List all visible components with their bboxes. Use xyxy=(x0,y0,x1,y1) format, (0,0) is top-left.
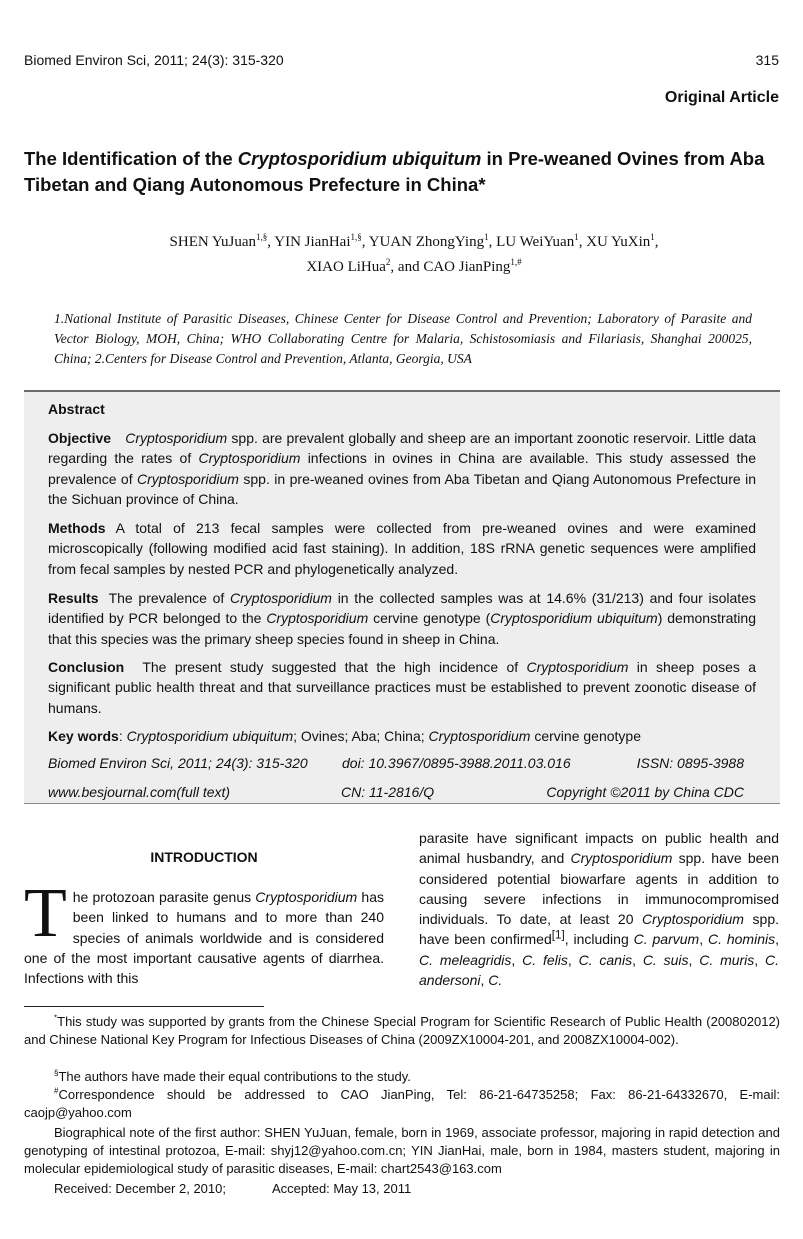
author-line-1 xyxy=(24,230,803,255)
affiliation: 1.National Institute of Parasitic Diseases, Chinese Center for Disease Control and Prevention; Laboratory of Parasite and Vector Biology, MOH, China; WHO Collaborating Centre for Malaria, Schistosomiasis and Filariasis, Shanghai 200025, China; 2.Centers for Disease Control and Prevention, Atlanta, Georgia, USA xyxy=(54,311,752,366)
page-number: 315 xyxy=(755,52,779,68)
issn: ISSN: 0895-3988 xyxy=(636,755,744,771)
conclusion-label: Conclusion xyxy=(48,659,125,675)
author-separator: , xyxy=(654,234,659,250)
footnote-correspondence-text: Correspondence should be addressed to CAO JianPing, Tel: 86-21-64735258; Fax: 86-21-64332670, E-mail: caojp@yahoo.com xyxy=(24,1087,780,1120)
footnote-mark-hash: # xyxy=(54,1086,59,1096)
drop-cap: T xyxy=(24,875,67,952)
author-affiliation-mark: 1 xyxy=(650,232,655,242)
citation-row xyxy=(48,755,756,775)
abstract-heading: Abstract xyxy=(48,401,105,417)
author-separator: , xyxy=(361,234,369,250)
author-name: CAO JianPing xyxy=(423,259,511,275)
received-date: Received: December 2, 2010; xyxy=(54,1181,226,1196)
received-accepted xyxy=(54,1180,554,1198)
author-affiliation-mark: 2 xyxy=(385,257,391,267)
author-name: YUAN ZhongYing xyxy=(368,234,485,250)
article-type: Original Article xyxy=(664,89,779,106)
footnote-biography: Biographical note of the first author: SHEN YuJuan, female, born in 1969, associate professor, majoring in rapid detection and genotyping of intestinal protozoa, E-mail: shyj12@yahoo.com.cn; YIN JianHai, male, born in 1984, masters student, majoring in molecular epidemiological study of parasitic diseases, E-mail: chart2543@163.com xyxy=(24,1125,780,1176)
author-name: YIN JianHai xyxy=(274,234,351,250)
title-part-2: in Pre-weaned Ovines from Aba Tibetan and Qiang Autonomous Prefecture in China xyxy=(24,148,765,195)
footnote-funding-text: This study was supported by grants from the Chinese Special Program for Scientific Research of Public Health (200802012) and Chinese National Key Program for Infectious Diseases of China (2009ZX10004-201, and 2008ZX10004-002). xyxy=(24,1014,780,1047)
footnote-correspondence xyxy=(24,1086,780,1122)
title-part-1: The Identification of the xyxy=(24,148,238,169)
abstract-objective xyxy=(48,428,756,509)
author-name: XIAO LiHua xyxy=(306,259,386,275)
abstract-conclusion xyxy=(48,657,756,718)
author-affiliation-mark: 1 xyxy=(484,232,489,242)
footnote-mark-section: § xyxy=(54,1068,59,1078)
cn-number: CN: 11-2816/Q xyxy=(341,784,435,800)
author-affiliation-mark: 1,§ xyxy=(256,232,268,242)
author-name: XU YuXin xyxy=(586,234,651,250)
author-affiliation-mark: 1 xyxy=(574,232,579,242)
objective-text: Cryptosporidium spp. are prevalent globally and sheep are an important zoonotic reservoir. Little data regarding the rates of Cryptosporidium infections in ovines in China are available. This study assessed the prevalence of Cryptosporidium spp. in pre-weaned ovines from Aba Tibetan and Qiang Autonomous Prefecture in the Sichuan province of China. xyxy=(48,430,756,507)
footnote-equal-text: The authors have made their equal contributions to the study. xyxy=(58,1069,411,1084)
author-list xyxy=(24,230,803,280)
keywords-text: : Cryptosporidium ubiquitum; Ovines; Aba; China; Cryptosporidium cervine genotype xyxy=(118,728,641,744)
intro-right-column xyxy=(419,828,779,990)
footnote-funding xyxy=(24,1013,780,1049)
author-name: SHEN YuJuan xyxy=(169,234,257,250)
author-affiliation-mark: 1,§ xyxy=(350,232,362,242)
conclusion-text: The present study suggested that the high incidence of Cryptosporidium in sheep poses a significant public health threat and that surveillance practices must be established to prevent zoonotic disease of humans. xyxy=(48,659,757,716)
objective-label: Objective xyxy=(48,430,112,446)
intro-right-text: parasite have significant impacts on public health and animal husbandry, and Cryptosporidium spp. have been considered potential biowarfare agents in addition to causing severe infections in immunocompromised individuals. To date, at least 20 Cryptosporidium spp. have been confirmed[1], including C. parvum, C. hominis, C. meleagridis, C. felis, C. canis, C. suis, C. muris, C. andersoni, C. xyxy=(419,830,780,989)
footnote-equal-contribution xyxy=(24,1068,780,1086)
keywords-label: Key words xyxy=(48,728,119,744)
author-separator: , xyxy=(267,234,275,250)
author-affiliation-mark: 1,# xyxy=(510,257,522,267)
intro-left-column xyxy=(24,875,384,988)
accepted-date: Accepted: May 13, 2011 xyxy=(271,1181,412,1196)
journal-reference: Biomed Environ Sci, 2011; 24(3): 315-320 xyxy=(24,52,284,68)
journal-info-row xyxy=(48,784,756,804)
author-separator: , xyxy=(488,234,497,250)
citation: Biomed Environ Sci, 2011; 24(3): 315-320 xyxy=(48,755,308,771)
methods-label: Methods xyxy=(48,520,106,536)
doi: doi: 10.3967/0895-3988.2011.03.016 xyxy=(342,755,571,771)
footnote-mark-star: * xyxy=(54,1013,58,1023)
abstract-keywords xyxy=(48,726,756,746)
abstract-results xyxy=(48,588,756,649)
author-separator: , and xyxy=(390,259,424,275)
methods-text: A total of 213 fecal samples were collected from pre-weaned ovines and were examined microscopically (following modified acid fast staining). In addition, 18S rRNA genetic sequences were amplified from fecal samples by nested PCR and phylogenetically analyzed. xyxy=(48,520,756,577)
intro-heading: INTRODUCTION xyxy=(150,849,258,865)
results-text: The prevalence of Cryptosporidium in the collected samples was at 14.6% (31/213) and four isolates identified by PCR belonged to the Cryptosporidium cervine genotype (Cryptosporidium ubiquitum) demonstrating that this species was the primary sheep species found in sheep in China. xyxy=(48,590,756,647)
abstract-methods xyxy=(48,518,756,579)
copyright: Copyright ©2011 by China CDC xyxy=(546,784,744,800)
author-separator: , xyxy=(578,234,587,250)
title-footnote-mark: * xyxy=(478,174,486,195)
footnote-rule xyxy=(24,1006,264,1007)
results-label: Results xyxy=(48,590,99,606)
author-name: LU WeiYuan xyxy=(496,234,575,250)
author-line-2 xyxy=(24,255,803,280)
paper-title xyxy=(24,146,784,198)
title-species: Cryptosporidium ubiquitum xyxy=(237,148,482,169)
journal-url[interactable]: www.besjournal.com(full text) xyxy=(48,784,231,800)
intro-left-text: he protozoan parasite genus Cryptosporidium has been linked to humans and to more than 240 species of animals worldwide and is considered one of the most important causative agents of diarrhea. Infections with this xyxy=(24,889,384,987)
